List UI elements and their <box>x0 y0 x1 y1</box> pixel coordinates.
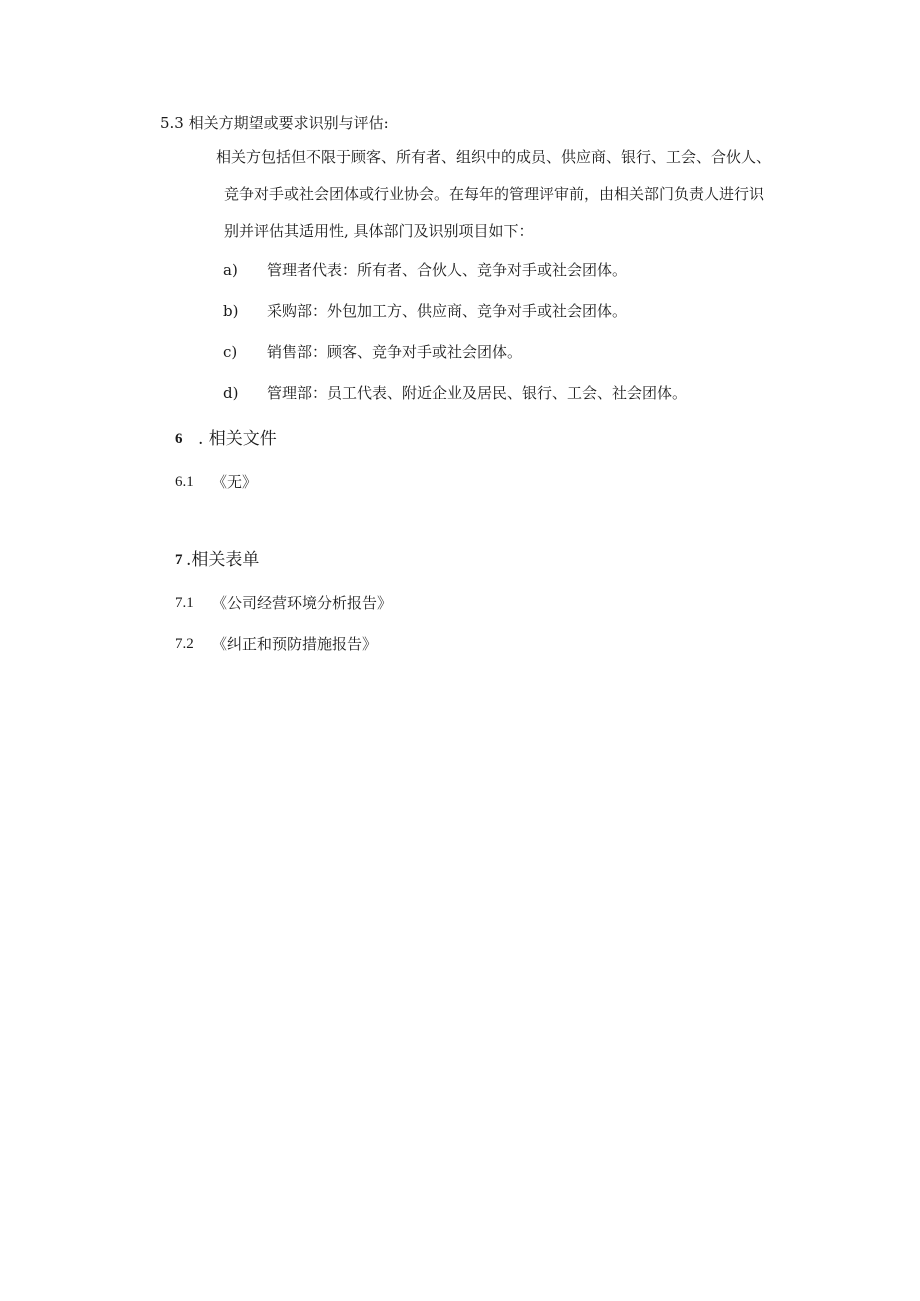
list-marker: d) <box>223 384 239 402</box>
paragraph-line-2: 竞争对手或社会团体或行业协会。在每年的管理评审前，由相关部门负责人进行识 <box>224 185 765 203</box>
list-marker: b) <box>223 302 239 320</box>
list-item-text: 管理部：员工代表、附近企业及居民、银行、工会、社会团体。 <box>267 384 688 402</box>
list-item-text: 管理者代表：所有者、合伙人、竞争对手或社会团体。 <box>267 261 628 279</box>
section-7-title: .相关表单 <box>186 550 260 570</box>
subsection-6-1-text: 《无》 <box>212 473 258 491</box>
section-6-number: 6 <box>175 431 183 447</box>
paragraph-line-1: 相关方包括但不限于顾客、所有者、组织中的成员、供应商、银行、工会、合伙人、 <box>216 148 772 166</box>
list-marker: c) <box>223 343 238 361</box>
section-6-title: . 相关文件 <box>198 429 277 449</box>
list-item-text: 销售部：顾客、竞争对手或社会团体。 <box>267 343 523 361</box>
list-marker: a) <box>223 261 238 279</box>
subsection-7-1-number: 7.1 <box>175 595 194 611</box>
subsection-7-2-number: 7.2 <box>175 636 194 652</box>
paragraph-line-3: 别并评估其适用性, 具体部门及识别项目如下： <box>224 222 534 240</box>
subsection-6-1-number: 6.1 <box>175 474 194 490</box>
section-7-number: 7 <box>175 552 183 568</box>
subsection-7-1-text: 《公司经营环境分析报告》 <box>212 594 393 612</box>
list-item-text: 采购部：外包加工方、供应商、竞争对手或社会团体。 <box>267 302 628 320</box>
section-5-3-heading: 5.3 相关方期望或要求识别与评估: <box>160 114 389 132</box>
subsection-7-2-text: 《纠正和预防措施报告》 <box>212 635 378 653</box>
